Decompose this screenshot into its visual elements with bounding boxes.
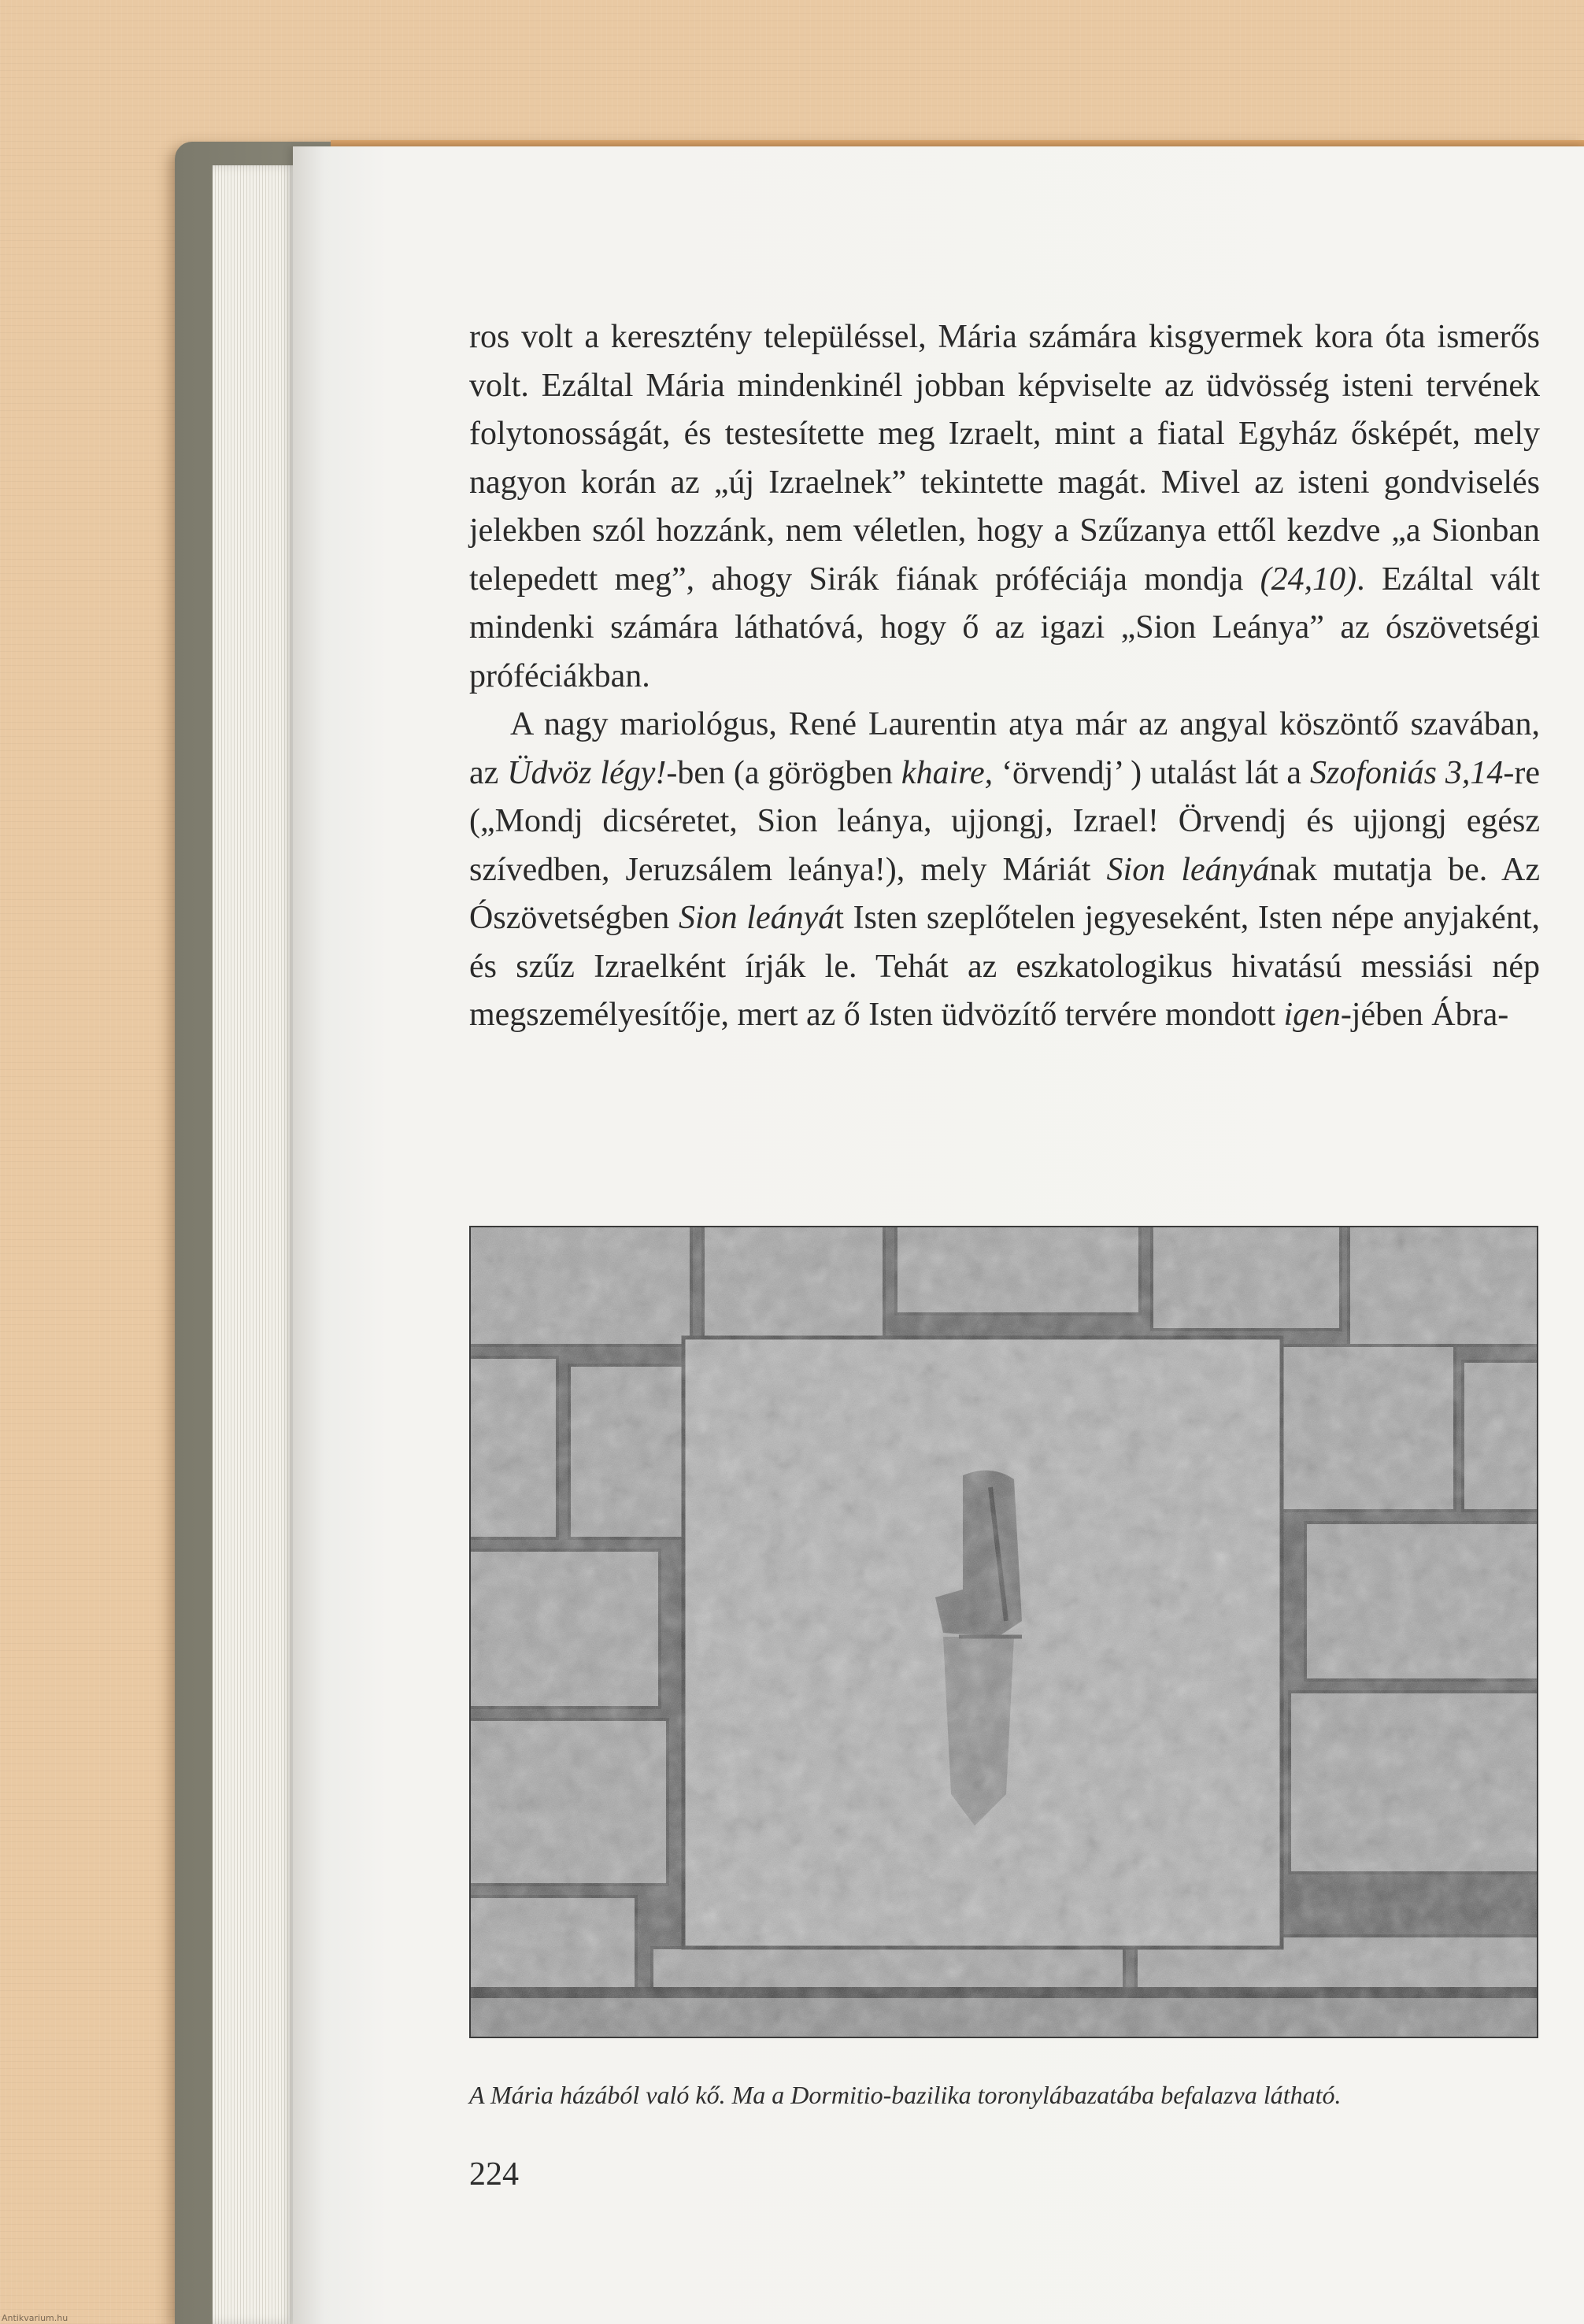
text-segment: -jében Ábra- <box>1340 997 1509 1033</box>
text-segment: nak mutatja be. Az Ószövetségben <box>469 851 1540 936</box>
italic-text-segment: khaire, <box>901 754 994 791</box>
page-edges-stack <box>213 165 299 2324</box>
italic-text-segment: igen <box>1283 997 1341 1033</box>
paragraph-2 <box>469 701 1540 1040</box>
stone-wall-photo <box>469 1226 1538 2038</box>
text-segment: -ben (a görögben <box>666 754 901 791</box>
text-segment: ros volt a keresztény településsel, Mária számára kisgyermek kora óta ismerős volt. Ezáltal Mária mindenkinél jobban képviselte az üdvösség isteni tervének folytonosságát, és testesítette meg Izraelt, mint a fiatal Egyház ősképét, mely nagyon korán az „új Izraelnek” tekintette magát. Mivel az isteni gondviselés jelekben szól hozzánk, nem véletlen, hogy a Szűzanya ettől kezdve „a Sionban telepedett meg”, ahogy Sirák fiának próféciája mondja <box>469 319 1540 598</box>
text-segment: ‘örvendj’ ) utalást lát a <box>993 754 1310 791</box>
text-segment: t Isten szeplőtelen jegyeseként, Isten népe anyjaként, és szűz Izraelként írják le. Tehát az eszkatologikus hivatású messiási nép megszemélyesítője, mert az ő Isten üdvözítő tervére mondott <box>469 900 1540 1033</box>
italic-text-segment: (24,10) <box>1260 561 1357 598</box>
paragraph-1 <box>469 313 1540 701</box>
watermark: Antikvarium.hu <box>2 2313 68 2323</box>
italic-text-segment: Szofoniás 3,14 <box>1309 754 1504 791</box>
text-segment: -re („Mondj dicséretet, Sion leánya, ujjongj, Izrael! Örvendj és ujjongj egész szívedben, Jeruzsálem leánya!), mely Máriát <box>469 754 1540 888</box>
photo-caption: A Mária házából való kő. Ma a Dormitio-bazilika toronylábazatába befalazva látható. <box>469 2081 1342 2109</box>
italic-text-segment: Sion leányá <box>678 900 835 936</box>
italic-text-segment: Sion leányá <box>1106 851 1270 888</box>
page-number: 224 <box>469 2156 519 2193</box>
text-segment: A nagy mariológus, René Laurentin atya már az angyal köszöntő szavában, az <box>469 706 1540 791</box>
body-text <box>469 313 1540 1040</box>
italic-text-segment: Üdvöz légy! <box>507 754 667 791</box>
text-segment: . Ezáltal vált mindenki számára láthatóvá, hogy ő az igazi „Sion Leánya” az ószövetségi próféciákban. <box>469 561 1540 694</box>
